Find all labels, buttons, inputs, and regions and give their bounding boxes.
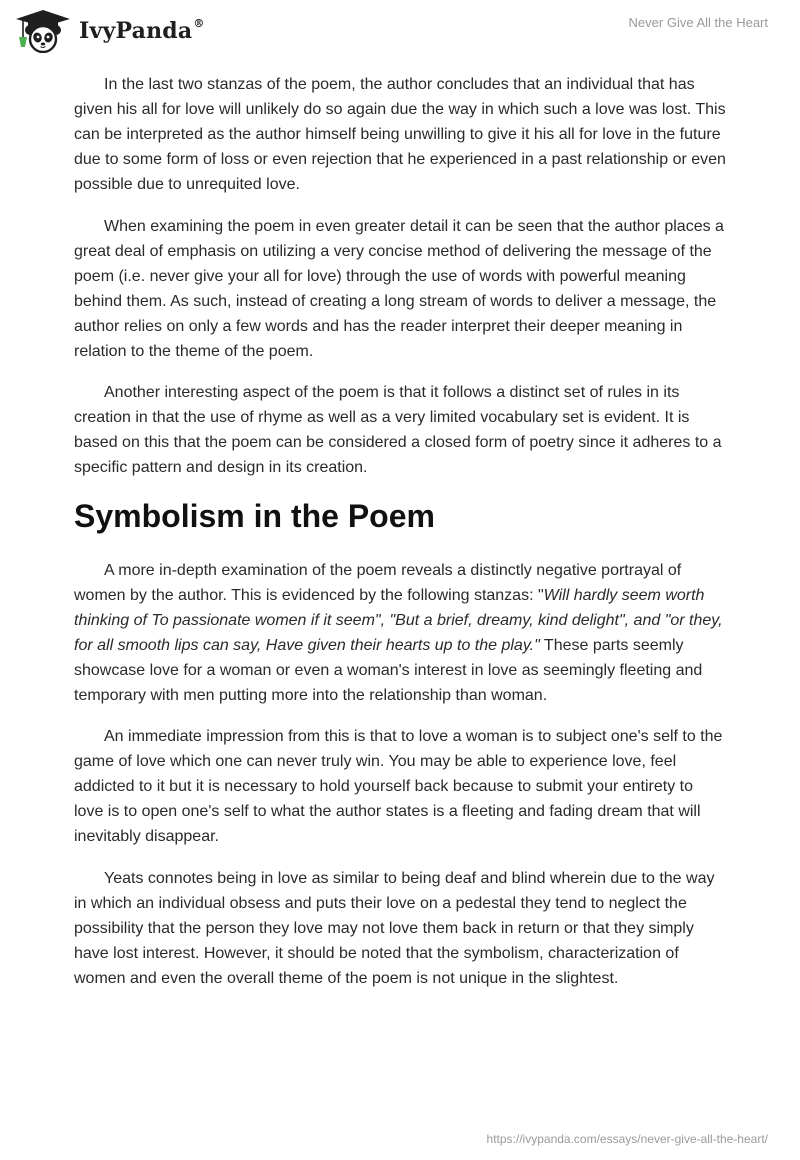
page-header	[0, 0, 800, 60]
paragraph-with-quote	[74, 558, 726, 708]
poem-quote: Will hardly seem worth thinking of To passionate women if it seem", "But a brief, dreamy, kind delight", and "or they, for all smooth lips can say, Have given their hearts up to the play."	[74, 586, 723, 654]
paragraph: When examining the poem in even greater detail it can be seen that the author places a great deal of emphasis on utilizing a very concise method of delivering the message of the poem (i.e. never give your all for love) through the use of words with powerful meaning behind them. As such, instead of creating a long stream of words to deliver a message, the author relies on only a few words and has the reader interpret their deeper meaning in relation to the theme of the poem.	[74, 217, 724, 360]
section-heading: Symbolism in the Poem	[74, 497, 435, 534]
source-url[interactable]: https://ivypanda.com/essays/never-give-all-the-heart/	[486, 1132, 768, 1146]
registered-mark: ®	[193, 16, 205, 30]
quote-tail-text: These parts seemly showcase love for a woman or even a woman's interest in love as seemingly fleeting and temporary with men putting more into the relationship than woman.	[74, 636, 703, 704]
paragraph: An immediate impression from this is that to love a woman is to subject one's self to the game of love which one can never truly win. You may be able to experience love, feel addicted to it but it is necessary to hold yourself back because to submit your entirety to love is to open one's self to what the author states is a fleeting and fading dream that will inevitably disappear.	[74, 728, 723, 845]
essay-body	[74, 72, 726, 1007]
paragraph: Yeats connotes being in love as similar to being deaf and blind wherein due to the way in which an individual obsess and puts their love on a pedestal they tend to neglect the possibility that the person they love may not love them back in return or that they simply have lost interest. However, it should be noted that the symbolism, characterization of women and even the overall theme of the poem is not unique in the slightest.	[74, 869, 715, 987]
paragraph: Another interesting aspect of the poem is that it follows a distinct set of rules in its creation in that the use of rhyme as well as a very limited vocabulary set is evident. It is based on this that the poem can be considered a closed form of poetry since it adheres to a specific pattern and design in its creation.	[74, 384, 722, 476]
paragraph: In the last two stanzas of the poem, the author concludes that an individual that has given his all for love will unlikely do so again due the way in which such a love was lost. This can be interpreted as the author himself being unwilling to give it his all for love in the future due to some form of loss or even rejection that he experienced in a past relationship or even possible due to unrequited love.	[74, 76, 726, 193]
document-title: Never Give All the Heart	[628, 15, 768, 30]
brand-name: IvyPanda®	[79, 16, 205, 44]
brand-logo[interactable]	[14, 9, 205, 53]
panda-graduate-icon	[14, 9, 72, 53]
quote-lead-text: A more in-depth examination of the poem reveals a distinctly negative portrayal of women by the author. This is evidenced by the following stanzas: "	[74, 561, 682, 604]
